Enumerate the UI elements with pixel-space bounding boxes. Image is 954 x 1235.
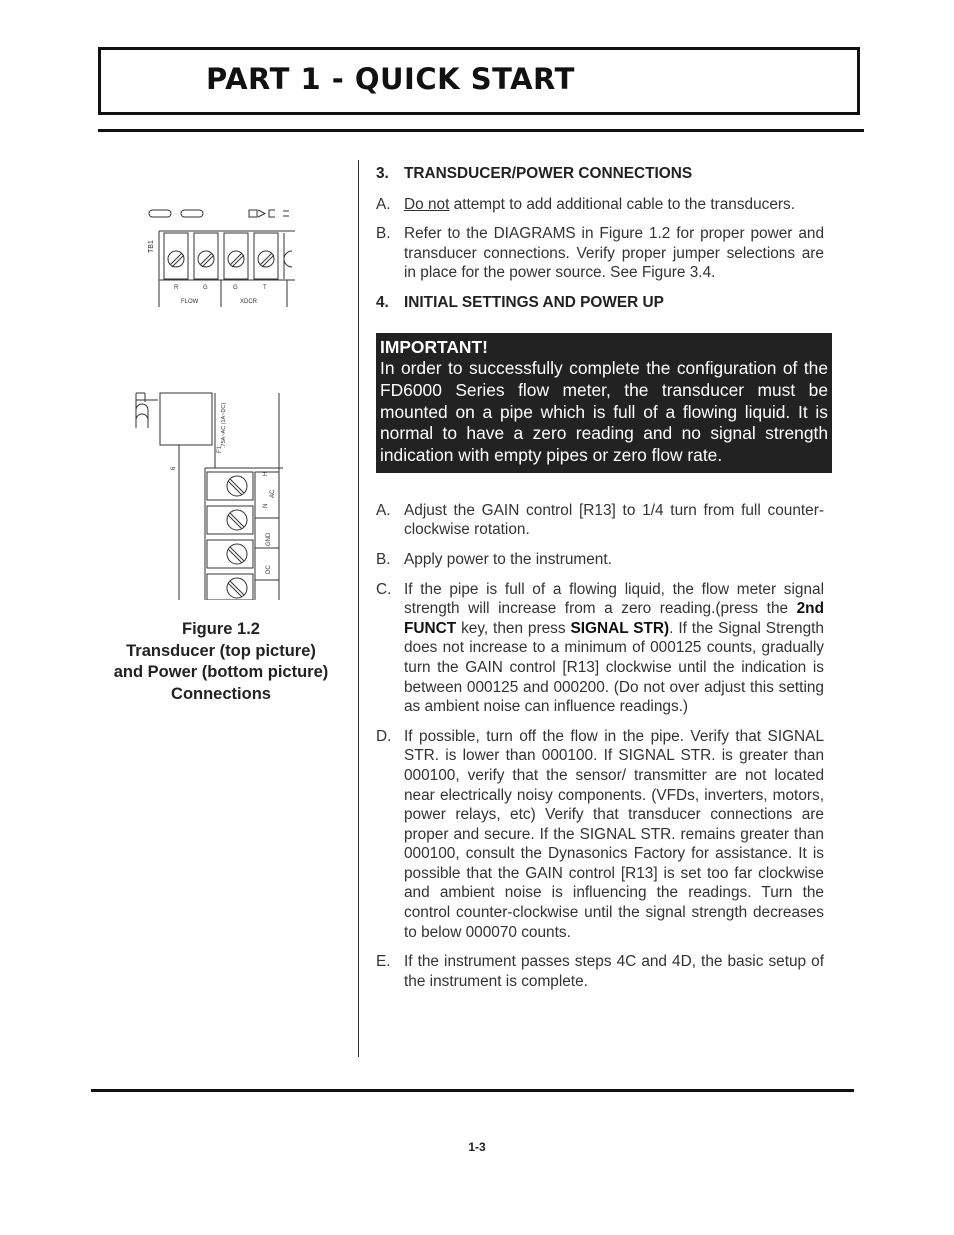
item-letter: A. [376, 501, 391, 519]
terminal-label: G [233, 285, 238, 291]
group-label: DC [266, 565, 272, 574]
item-letter: D. [376, 727, 392, 745]
terminal-label: T [263, 285, 267, 291]
transducer-terminal-diagram [145, 205, 295, 307]
key-name: 2nd FUNCT [404, 600, 824, 637]
text-run: key, then press [456, 619, 571, 637]
terminal-label: GND [266, 532, 272, 546]
power-terminal-diagram [133, 388, 283, 600]
item-text: Adjust the GAIN control [R13] to 1/4 turn from full counter-clockwise rotation. [404, 501, 824, 539]
column-divider [358, 160, 359, 1057]
section-title: TRANSDUCER/POWER CONNECTIONS [404, 165, 693, 182]
group-label: AC [270, 489, 276, 498]
key-name: SIGNAL STR) [570, 619, 670, 637]
list-item [376, 727, 824, 943]
item-letter: E. [376, 953, 391, 971]
terminal-label: R [174, 285, 179, 291]
page-number: 1-3 [468, 1140, 486, 1154]
item-letter: C. [376, 580, 392, 598]
terminal-label: H [263, 471, 269, 476]
group-label: FLOW [181, 299, 199, 305]
item-letter: A. [376, 195, 391, 213]
terminal-label: G [203, 285, 208, 291]
list-item [376, 224, 824, 283]
list-item [376, 195, 824, 215]
item-letter: B. [376, 550, 391, 568]
group-label: XDCR [240, 299, 258, 305]
item-text: If possible, turn off the flow in the pipe. Verify that SIGNAL STR. is lower than 000100. If SIGNAL STR. is greater than 000100, verify that the sensor/ transmitter are not located near electrically noisy components. (VFDs, inverters, motors, power relays, etc) Verify that transducer connections are proper and secure. If the SIGNAL STR. remains greater than 000100, consult the Dynasonics Factory for assistance. It is possible that the GAIN control [R13] is set too far clockwise and ambient noise is influencing the readings. Turn the control counter-clockwise until the signal strength decreases to below 000070 counts. [404, 727, 824, 941]
caption-line: Figure 1.2 [182, 620, 260, 638]
caption-line: and Power (bottom picture) [113, 663, 329, 681]
page-title: PART 1 - QUICK START [206, 62, 575, 96]
six-label: 6 [171, 466, 177, 470]
item-text-rest: attempt to add additional cable to the transducers. [449, 195, 796, 213]
terminal-label: N [263, 503, 269, 508]
header-rule [98, 129, 864, 132]
item-text: Refer to the DIAGRAMS in Figure 1.2 for proper power and transducer connections. Verify proper jumper selections are in place for the power source. See Figure 3.4. [404, 225, 824, 282]
section-title: INITIAL SETTINGS AND POWER UP [404, 293, 664, 311]
instructions-column [376, 164, 828, 1001]
section-heading [376, 164, 824, 184]
figure-caption [95, 619, 347, 705]
important-text: In order to successfully complete the configuration of the FD6000 Series flow meter, the transducer must be mounted on a pipe which is full of a flowing liquid. It is normal to have a zero reading and no signal strength indication with empty pipes or zero flow rate. [380, 358, 828, 466]
section-number: 3. [376, 165, 389, 182]
item-text [404, 580, 824, 717]
important-notice [376, 333, 832, 473]
important-title: IMPORTANT! [380, 336, 488, 357]
list-item [376, 550, 824, 570]
tb-label: TB1 [148, 240, 155, 253]
list-item [376, 501, 824, 540]
list-item [376, 952, 824, 991]
text-run: If the pipe is full of a flowing liquid, the flow meter signal strength will increase from a zero reading.(press the [404, 580, 824, 618]
fuse-rating: .75A~AC (1A~DC) [221, 402, 227, 448]
fuse-label: F1 [217, 445, 223, 453]
section-heading [376, 293, 824, 313]
footer-rule [91, 1089, 854, 1092]
caption-line: Transducer (top picture) [126, 641, 316, 660]
text-run: . If the Signal Strength does not increase to a minimum of 000125 counts, gradually turn the GAIN control [R13] clockwise until the indication is between 000125 and 000200. (Do not over adjust this setting as ambient noise can influence readings.) [404, 619, 824, 716]
item-text [404, 195, 824, 215]
caption-line: Connections [171, 684, 271, 703]
list-item [376, 580, 824, 717]
item-letter: B. [376, 225, 391, 243]
item-text: If the instrument passes steps 4C and 4D, the basic setup of the instrument is complete. [404, 953, 824, 990]
emphasis-text: Do not [404, 195, 450, 213]
item-text: Apply power to the instrument. [404, 550, 612, 568]
section-number: 4. [376, 293, 389, 311]
